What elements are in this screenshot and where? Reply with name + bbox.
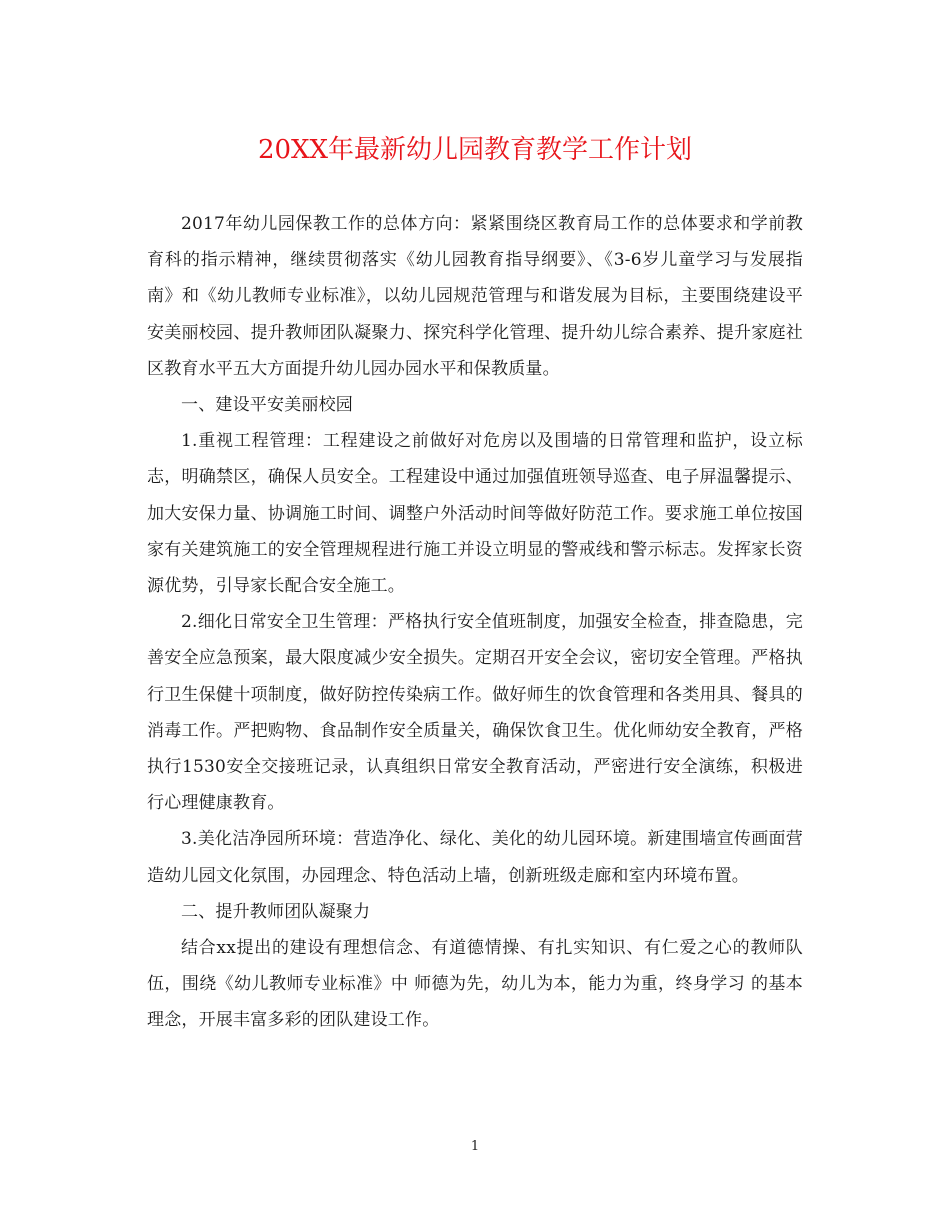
section-heading-1: 一、建设平安美丽校园 [181, 395, 353, 416]
paragraph-item-1: 1.重视工程管理：工程建设之前做好对危房以及围墙的日常管理和监护，设立标志，明确禁区，确保人员安全。工程建设中通过加强值班领导巡查、电子屏温馨提示、加大安保力量、协调施工时间、调整户外活动时间等做好防范工作。要求施工单位按国家有关建筑施工的安全管理规程进行施工并设立明显的警戒线和警示标志。发挥家长资源优势，引导家长配合安全施工。 [147, 431, 803, 597]
document-title: 20XX年最新幼儿园教育教学工作计划 [257, 135, 693, 165]
paragraph-intro: 2017年幼儿园保教工作的总体方向：紧紧围绕区教育局工作的总体要求和学前教育科的指示精神，继续贯彻落实《幼儿园教育指导纲要》、《3-6岁儿童学习与发展指南》和《幼儿教师专业标准》，以幼儿园规范管理与和谐发展为目标，主要围绕建设平安美丽校园、提升教师团队凝聚力、探究科学化管理、提升幼儿综合素养、提升家庭社区教育水平五大方面提升幼儿园办园水平和保教质量。 [147, 214, 803, 379]
paragraph-team: 结合xx提出的建设有理想信念、有道德情操、有扎实知识、有仁爱之心的教师队伍，围绕《幼儿教师专业标准》中 师德为先，幼儿为本，能力为重，终身学习 的基本理念，开展丰富多彩的团队建设工作。 [147, 938, 803, 1031]
document-body [147, 206, 803, 1039]
paragraph-item-3: 3.美化洁净园所环境：营造净化、绿化、美化的幼儿园环境。新建围墙宣传画面营造幼儿园文化氛围，办园理念、特色活动上墙，创新班级走廊和室内环境布置。 [147, 829, 803, 886]
section-heading-2: 二、提升教师团队凝聚力 [181, 901, 371, 922]
paragraph-item-2: 2.细化日常安全卫生管理：严格执行安全值班制度，加强安全检查，排查隐患，完善安全应急预案，最大限度减少安全损失。定期召开安全会议，密切安全管理。严格执行卫生保健十项制度，做好防控传染病工作。做好师生的饮食管理和各类用具、餐具的消毒工作。严把购物、食品制作安全质量关，确保饮食卫生。优化师幼安全教育，严格执行1530安全交接班记录，认真组织日常安全教育活动，严密进行安全演练，积极进行心理健康教育。 [147, 612, 803, 814]
page-number: 1 [470, 1139, 480, 1154]
